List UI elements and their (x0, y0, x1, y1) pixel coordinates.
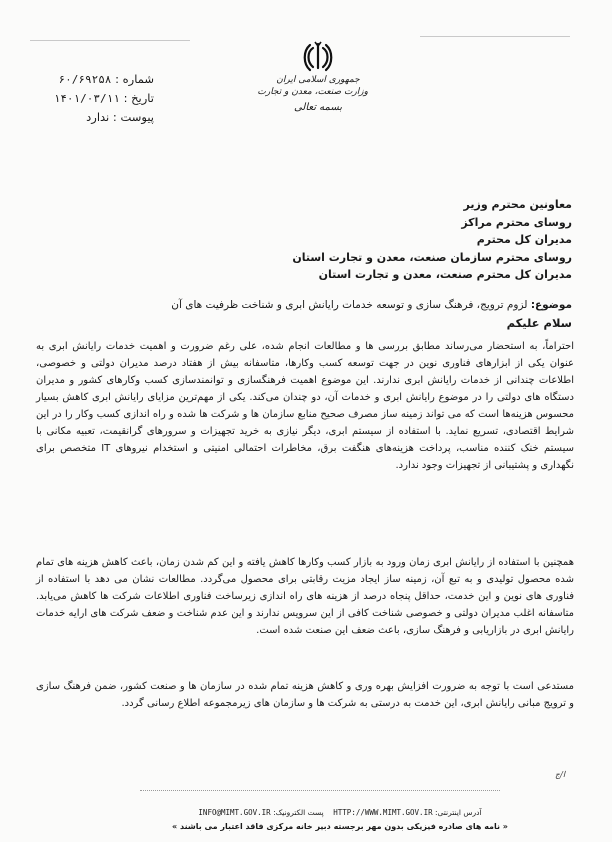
subject-label: موضوع: (530, 299, 572, 311)
recipient-item: روسای محترم مراکز (461, 215, 572, 229)
meta-number-row (14, 70, 154, 89)
letterhead-motto: بسمه تعالی (293, 102, 343, 113)
recipients-list (232, 196, 572, 284)
letterhead-ministry: وزارت صنعت، معدن و تجارت (257, 87, 368, 97)
footer-address (150, 808, 530, 818)
scan-speck (420, 36, 570, 37)
meta-date-label: تاریخ : (123, 91, 154, 105)
scan-speck (30, 40, 190, 41)
recipient-item: معاونین محترم وزیر (463, 198, 572, 211)
meta-attachment-row (14, 108, 154, 127)
iran-emblem-icon (303, 40, 333, 74)
footer-email-link[interactable]: INFO@MIMT.GOV.IR (198, 808, 271, 817)
letter-meta (14, 70, 154, 127)
meta-attachment-label: پیوست : (112, 110, 154, 124)
letterhead (257, 40, 368, 114)
footer-address-label: آدرس اینترنتی: (435, 808, 482, 817)
meta-attachment-value: ندارد (86, 110, 110, 124)
body-paragraph: مستدعی است با توجه به ضرورت افزایش بهره وری و کاهش هزینه تمام شده در سازمان ها و صنعت کشور، ضمن فرهنگ سازی و ترویج مبانی رایانش ابری، این خدمت به درستی به شرکت ها و سازمان های زیرمجموعه اطلاع رسانی گردد. (36, 681, 574, 709)
subject-text: لزوم ترویج، فرهنگ سازی و توسعه خدمات رایانش ابری و شناخت ظرفیت های آن (171, 299, 528, 311)
footer-divider (140, 790, 500, 791)
footer-website-link[interactable]: HTTP://WWW.MIMT.GOV.IR (333, 808, 433, 817)
recipient-item: مدیران کل محترم (476, 233, 572, 246)
subject-line (52, 298, 572, 312)
meta-number-label: شماره : (115, 72, 154, 86)
body-paragraph: احتراماً، به استحضار می‌رساند مطابق بررسی ها و مطالعات انجام شده، علی رغم ضرورت و اهمیت خدمات رایانش ابری به عنوان یکی از ابزارهای فناوری نوین در جهت توسعه کسب وکارها، متاسفانه بیش از هفتاد درصد مدیران دولتی و خصوصی، اطلاعات چندانی از خدمات رایانش ابری ندارند. این موضوع اهمیت فرهنگسازی و توانمندسازی کسب وکارهای کشور و مدیران دستگاه های دولتی را در موضوع رایانش ابری و خدمات آن، دو چندان می‌کند. یکی از مهم‌ترین مزایای رایانش ابری کاهش بسیار محسوس هزینه‌ها است که می تواند زمینه ساز مصرف صحیح منابع سازمان ها و شرکت ها شده و راه اندازی کسب وکار را در این شرایط اقتصادی، تسریع نماید. با استفاده از سیستم ابری، دیگر نیازی به خرید تجهیزات و سرورهای گرانقیمت، تعبیه مکانی با سیستم خنک کننده مناسب، پرداخت هزینه‌های هنگفت برق، مخاطرات احتمالی امنیتی و استخدام نیروهای IT متخصص برای نگهداری و پشتیبانی از تجهیزات وجود ندارد. (36, 341, 574, 471)
meta-date-value: ۱۴۰۱/۰۳/۱۱ (53, 92, 120, 105)
footer-validity-note: « نامه های صادره فیزیکی بدون مهر برجسته دبیر خانه مرکزی فاقد اعتبار می باشند » (172, 822, 508, 831)
meta-number-value: ۶۰/۶۹۲۵۸ (58, 73, 112, 86)
recipient-item: روسای محترم سازمان صنعت، معدن و تجارت استان (292, 250, 572, 264)
body-paragraph: همچنین با استفاده از رایانش ابری زمان ورود به بازار کسب وکارها کاهش یافته و این کم شدن زمان، باعث کاهش هزینه های تمام شده محصول تولیدی و به تبع آن، زمینه ساز ایجاد مزیت رقابتی برای محصول می‌گردد. مطالعات نشان می دهد با استفاده از فناوری های نوین و این خدمت، حداقل پنجاه درصد از هزینه های راه اندازی زیرساخت فناوری اطلاعات شرکت ها کاهش می‌یابد. متاسفانه اغلب مدیران دولتی و خصوصی شناخت کافی از این سرویس ندارند و این عدم شناخت و ضعف شرکت های ارایه خدمات رایانش ابری در بازاریابی و فرهنگ سازی، باعث ضعف این صنعت شده است. (36, 557, 574, 636)
recipient-item: مدیران کل محترم صنعت، معدن و تجارت استان (318, 268, 572, 281)
letterhead-country: جمهوری اسلامی ایران (276, 75, 360, 85)
greeting: سلام علیکم (506, 316, 572, 330)
handwritten-initials: ا/ج (555, 770, 566, 779)
footer-email-label: پست الکترونیک: (273, 808, 324, 817)
meta-date-row (14, 89, 154, 108)
